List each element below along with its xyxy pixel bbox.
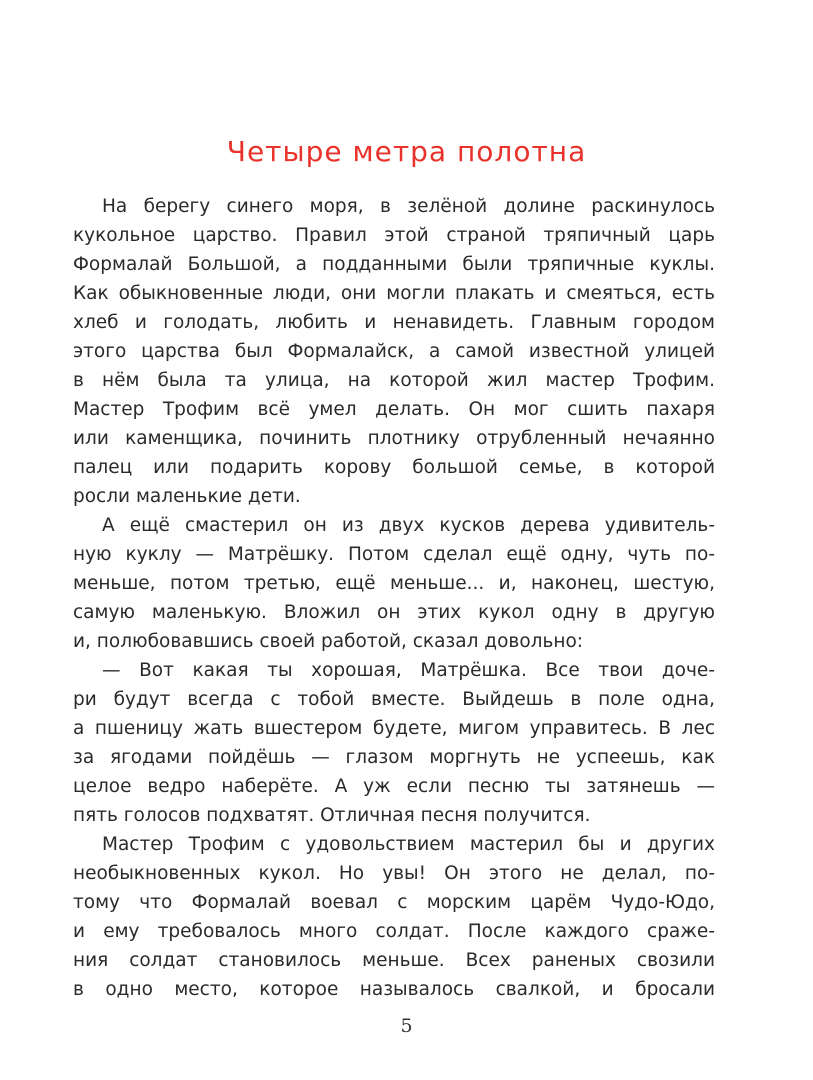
text-line: тому что Формалай воевал с морским царём Чудо-Юдо, (73, 892, 715, 913)
text-line: и, полюбовавшись своей работой, сказал довольно: (73, 631, 584, 652)
text-line: Мастер Трофим с удовольствием мастерил бы и других (102, 834, 715, 855)
text-line: хлеб и голодать, любить и ненавидеть. Главным городом (73, 312, 715, 333)
text-line: пять голосов подхватят. Отличная песня получится. (73, 805, 591, 826)
text-line: Как обыкновенные люди, они могли плакать и смеяться, есть (73, 283, 715, 304)
text-line: за ягодами пойдёшь — глазом моргнуть не успеешь, как (73, 747, 715, 768)
text-line: в одно место, которое называлось свалкой, и бросали (73, 979, 715, 1000)
text-line: На берегу синего моря, в зелёной долине раскинулось (102, 196, 715, 217)
text-line: ри будут всегда с тобой вместе. Выйдешь в поле одна, (73, 689, 715, 710)
text-line: кукольное царство. Правил этой страной тряпичный царь (73, 225, 715, 246)
text-line: самую маленькую. Вложил он этих кукол одну в другую (73, 602, 715, 623)
text-line: необыкновенных кукол. Но увы! Он этого не делал, по- (73, 863, 715, 884)
text-line: Мастер Трофим всё умел делать. Он мог сшить пахаря (73, 399, 715, 420)
text-line: а пшеницу жать вшестером будете, мигом управитесь. В лес (73, 718, 715, 739)
text-line: — Вот какая ты хорошая, Матрёшка. Все твои доче- (102, 660, 715, 681)
text-line: этого царства был Формалайск, а самой известной улицей (73, 341, 715, 362)
text-line: или каменщика, починить плотнику отрубленный нечаянно (73, 428, 715, 449)
page-number: 5 (400, 1015, 413, 1037)
body-text (73, 192, 715, 1004)
text-line: и ему требовалось много солдат. После каждого сраже- (73, 921, 715, 942)
text-line: росли маленькие дети. (73, 486, 301, 507)
text-line: А ещё смастерил он из двух кусков дерева удивитель- (102, 515, 715, 536)
text-line: палец или подарить корову большой семье, в которой (73, 457, 715, 478)
text-line: Формалай Большой, а подданными были тряпичные куклы. (73, 254, 715, 275)
text-line: ния солдат становилось меньше. Всех раненых свозили (73, 950, 715, 971)
text-line: целое ведро наберёте. А уж если песню ты затянешь — (73, 776, 715, 797)
text-line: меньше, потом третью, ещё меньше... и, наконец, шестую, (73, 573, 715, 594)
text-line: ную куклу — Матрёшку. Потом сделал ещё одну, чуть по- (73, 544, 715, 565)
text-line: в нём была та улица, на которой жил мастер Трофим. (73, 370, 715, 391)
chapter-title: Четыре метра полотна (226, 135, 587, 168)
